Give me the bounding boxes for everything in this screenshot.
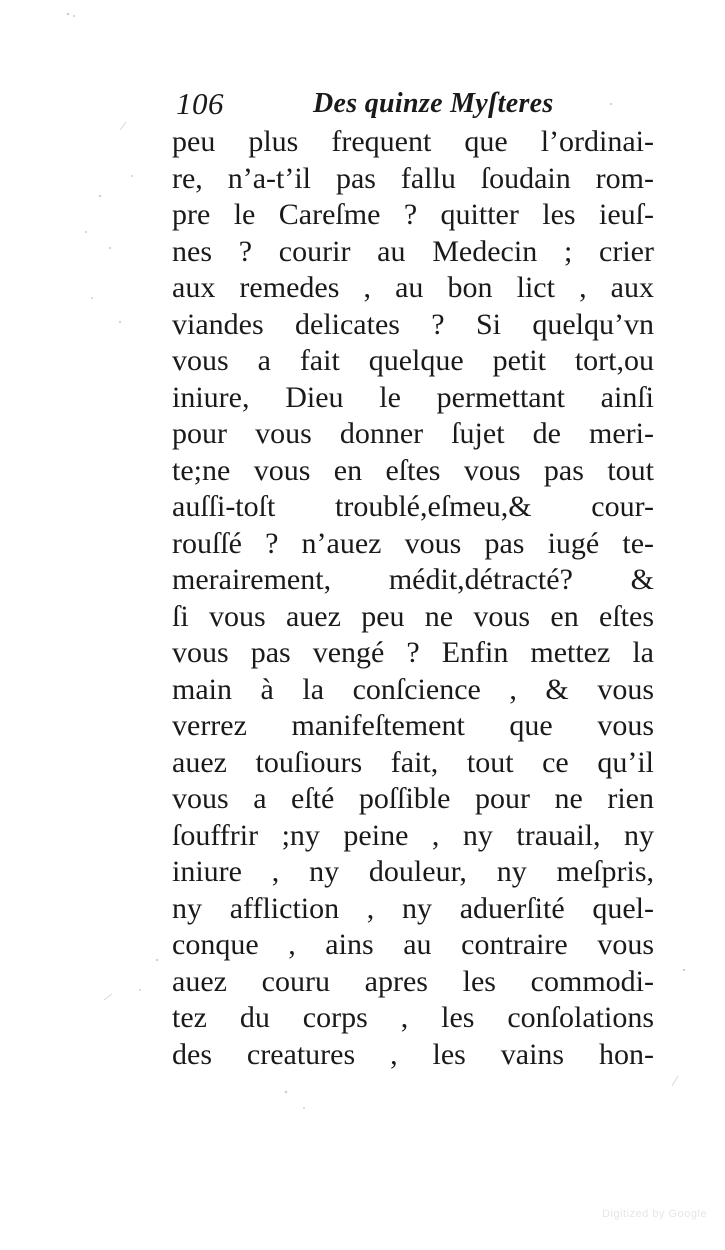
text-line: peu plus frequent que l’ordinai-: [172, 125, 654, 158]
text-line: auez couru apres les commodi-: [172, 964, 654, 998]
text-line: aux remedes , au bon lict , aux: [172, 271, 654, 304]
text-line: vous pas vengé ? Enfin mettez la: [172, 636, 654, 669]
text-line: auez touſiours fait, tout ce qu’il: [172, 745, 654, 779]
text-line: main à la conſcience , & vous: [172, 672, 654, 706]
text-line: pour vous donner ſujet de meri-: [172, 417, 654, 450]
text-line: des creatures , les vains hon-: [172, 1037, 654, 1071]
text-line: re, n’a-t’il pas fallu ſoudain rom-: [172, 161, 654, 195]
text-line: vous a eſté poſſible pour ne rien: [172, 782, 654, 815]
text-line: verrez manifeſtement que vous: [172, 709, 654, 742]
text-line: auſſi-toſt troublé,eſmeu,& cour-: [172, 490, 654, 523]
text-line: tez du corps , les conſolations: [172, 1001, 654, 1034]
text-line: conque , ains au contraire vous: [172, 928, 654, 961]
text-line: iniure , ny douleur, ny meſpris,: [172, 855, 654, 888]
watermark: Digitized by Google: [602, 1208, 707, 1220]
text-line: iniure, Dieu le permettant ainſi: [172, 380, 654, 414]
page-number: 106: [176, 86, 224, 121]
text-line: ſouffrir ;ny peine , ny trauail, ny: [172, 818, 654, 852]
page-header: [176, 84, 656, 124]
text-line: pre le Careſme ? quitter les ieuſ-: [172, 198, 654, 231]
text-line: ny affliction , ny aduerſité quel-: [172, 891, 654, 925]
text-line: ſi vous auez peu ne vous en eſtes: [172, 599, 654, 633]
text-line: nes ? courir au Medecin ; crier: [172, 234, 654, 268]
text-line: viandes delicates ? Si quelqu’vn: [172, 307, 654, 341]
text-line: vous a fait quelque petit tort,ou: [172, 344, 654, 377]
text-line: merairement, médit,détracté? &: [172, 563, 654, 596]
running-title: Des quinze Myſteres: [313, 88, 554, 119]
text-line: te;ne vous en eſtes vous pas tout: [172, 453, 654, 487]
body-text: [172, 124, 654, 1073]
text-line: rouſſé ? n’auez vous pas iugé te-: [172, 526, 654, 560]
